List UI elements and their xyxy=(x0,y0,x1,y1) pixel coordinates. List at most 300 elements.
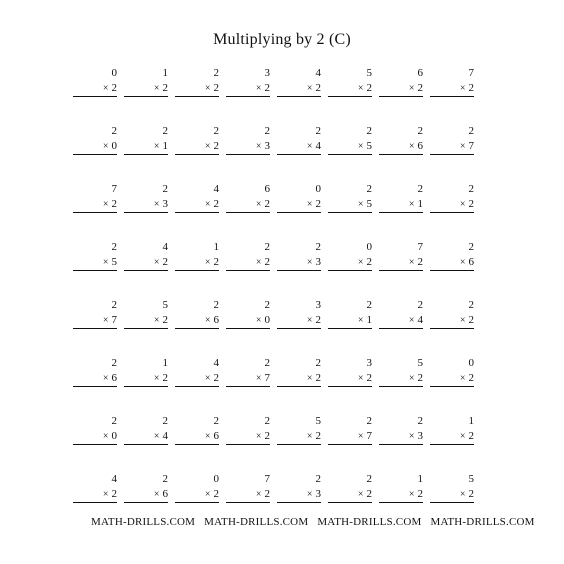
multiplier: 6 xyxy=(213,314,219,326)
multiplier-line xyxy=(226,487,270,503)
multiply-sign: × xyxy=(102,489,109,500)
multiplicand: 6 xyxy=(417,67,423,79)
footer-text: MATH-DRILLS.COM xyxy=(430,516,535,528)
multiplicand: 2 xyxy=(366,473,372,485)
multiplier: 2 xyxy=(315,82,321,94)
multiplicand: 2 xyxy=(417,125,423,137)
multiplicand: 2 xyxy=(366,299,372,311)
multiplicand: 1 xyxy=(213,241,219,253)
multiplier-line xyxy=(430,197,474,213)
multiplicand: 2 xyxy=(162,125,168,137)
multiply-sign: × xyxy=(255,489,262,500)
problem xyxy=(226,356,270,387)
multiplier: 2 xyxy=(366,82,372,94)
multiplier: 2 xyxy=(162,82,168,94)
problem xyxy=(175,240,219,271)
multiply-sign: × xyxy=(204,373,211,384)
multiplicand: 2 xyxy=(111,415,117,427)
multiplicand: 2 xyxy=(315,473,321,485)
multiplier-line xyxy=(430,429,474,445)
problem xyxy=(430,298,474,329)
multiplicand: 4 xyxy=(111,473,117,485)
multiplier-line xyxy=(379,429,423,445)
problem xyxy=(379,240,423,271)
multiplier: 2 xyxy=(162,256,168,268)
multiply-sign: × xyxy=(459,489,466,500)
multiply-sign: × xyxy=(408,257,415,268)
multiplier: 2 xyxy=(468,372,474,384)
multiplier: 2 xyxy=(264,82,270,94)
multiplicand: 7 xyxy=(468,67,474,79)
multiplicand: 0 xyxy=(213,473,219,485)
multiplier-line xyxy=(379,313,423,329)
multiplicand: 2 xyxy=(213,415,219,427)
problem xyxy=(328,356,372,387)
multiply-sign: × xyxy=(357,373,364,384)
multiplicand: 3 xyxy=(366,357,372,369)
multiplicand: 4 xyxy=(315,67,321,79)
multiplier-line xyxy=(226,139,270,155)
multiplier-line xyxy=(226,429,270,445)
problem xyxy=(73,66,117,97)
multiplicand: 2 xyxy=(468,183,474,195)
multiplicand: 2 xyxy=(417,183,423,195)
multiplicand: 2 xyxy=(162,473,168,485)
multiplicand: 3 xyxy=(315,299,321,311)
problem xyxy=(73,182,117,213)
multiplier: 2 xyxy=(162,372,168,384)
multiplier-line xyxy=(175,429,219,445)
multiplicand: 2 xyxy=(213,299,219,311)
multiplier: 3 xyxy=(264,140,270,152)
multiplier-line xyxy=(328,255,372,271)
multiplier: 2 xyxy=(366,488,372,500)
multiplicand: 2 xyxy=(417,415,423,427)
multiply-sign: × xyxy=(459,83,466,94)
multiply-sign: × xyxy=(306,489,313,500)
problem xyxy=(328,124,372,155)
multiplicand: 2 xyxy=(111,299,117,311)
multiplier: 2 xyxy=(162,314,168,326)
multiply-sign: × xyxy=(204,83,211,94)
multiply-sign: × xyxy=(255,315,262,326)
problem xyxy=(430,66,474,97)
multiplicand: 6 xyxy=(264,183,270,195)
multiply-sign: × xyxy=(153,373,160,384)
multiply-sign: × xyxy=(357,83,364,94)
multiplier: 6 xyxy=(162,488,168,500)
multiplier-line xyxy=(226,81,270,97)
multiplier-line xyxy=(124,487,168,503)
multiply-sign: × xyxy=(306,257,313,268)
problem xyxy=(379,182,423,213)
multiply-sign: × xyxy=(102,83,109,94)
problem xyxy=(328,472,372,503)
multiplier-line xyxy=(277,255,321,271)
multiplicand: 2 xyxy=(315,125,321,137)
problem xyxy=(430,414,474,445)
multiply-sign: × xyxy=(102,199,109,210)
multiplier-line xyxy=(73,313,117,329)
problem xyxy=(124,356,168,387)
multiplier-line xyxy=(328,487,372,503)
multiplier: 2 xyxy=(315,314,321,326)
multiplier-line xyxy=(73,429,117,445)
multiplicand: 2 xyxy=(111,241,117,253)
multiplicand: 5 xyxy=(162,299,168,311)
multiply-sign: × xyxy=(408,141,415,152)
multiplicand: 7 xyxy=(417,241,423,253)
multiply-sign: × xyxy=(153,315,160,326)
multiplier-line xyxy=(430,81,474,97)
multiplicand: 1 xyxy=(162,357,168,369)
multiplier: 2 xyxy=(213,198,219,210)
multiplicand: 2 xyxy=(366,125,372,137)
multiplicand: 2 xyxy=(264,415,270,427)
multiplier: 0 xyxy=(111,140,117,152)
multiplicand: 4 xyxy=(162,241,168,253)
multiplier: 6 xyxy=(111,372,117,384)
multiply-sign: × xyxy=(357,315,364,326)
multiplier-line xyxy=(73,255,117,271)
problem xyxy=(73,472,117,503)
multiplier-line xyxy=(175,313,219,329)
problem xyxy=(328,240,372,271)
problem xyxy=(277,240,321,271)
multiplier: 2 xyxy=(366,256,372,268)
multiply-sign: × xyxy=(204,431,211,442)
problem xyxy=(175,356,219,387)
problem xyxy=(226,124,270,155)
multiply-sign: × xyxy=(357,257,364,268)
multiplier-line xyxy=(175,255,219,271)
multiply-sign: × xyxy=(204,489,211,500)
multiplier-line xyxy=(277,139,321,155)
multiplier: 2 xyxy=(213,488,219,500)
multiplier: 2 xyxy=(264,256,270,268)
multiplier: 0 xyxy=(264,314,270,326)
multiplier-line xyxy=(226,313,270,329)
multiplicand: 2 xyxy=(111,125,117,137)
problem xyxy=(430,472,474,503)
multiply-sign: × xyxy=(255,431,262,442)
problem xyxy=(226,182,270,213)
multiplier: 2 xyxy=(417,488,423,500)
problem xyxy=(226,298,270,329)
multiplier: 2 xyxy=(264,488,270,500)
multiplier-line xyxy=(430,371,474,387)
multiplier: 5 xyxy=(366,198,372,210)
multiplier: 3 xyxy=(162,198,168,210)
multiplier: 4 xyxy=(417,314,423,326)
multiplier: 3 xyxy=(417,430,423,442)
problem xyxy=(175,66,219,97)
multiplier: 2 xyxy=(315,198,321,210)
multiply-sign: × xyxy=(408,83,415,94)
multiplier: 2 xyxy=(468,198,474,210)
multiplier-line xyxy=(277,429,321,445)
multiplier: 2 xyxy=(111,82,117,94)
problem xyxy=(226,414,270,445)
multiply-sign: × xyxy=(102,373,109,384)
multiplier-line xyxy=(226,255,270,271)
problem xyxy=(175,182,219,213)
multiplicand: 2 xyxy=(366,415,372,427)
multiplier-line xyxy=(379,255,423,271)
multiplier: 2 xyxy=(315,430,321,442)
multiplier-line xyxy=(328,139,372,155)
multiply-sign: × xyxy=(306,199,313,210)
multiplier: 7 xyxy=(111,314,117,326)
multiplier: 7 xyxy=(264,372,270,384)
problem xyxy=(73,356,117,387)
problem xyxy=(73,298,117,329)
multiplier: 2 xyxy=(264,430,270,442)
multiplier-line xyxy=(175,371,219,387)
footer-text: MATH-DRILLS.COM xyxy=(204,516,309,528)
multiply-sign: × xyxy=(357,199,364,210)
multiplier: 1 xyxy=(417,198,423,210)
multiplier-line xyxy=(379,371,423,387)
multiplier-line xyxy=(430,487,474,503)
problem xyxy=(379,414,423,445)
multiplier: 2 xyxy=(213,140,219,152)
multiplier: 2 xyxy=(366,372,372,384)
multiplicand: 2 xyxy=(468,241,474,253)
multiplier: 2 xyxy=(468,488,474,500)
multiplicand: 2 xyxy=(468,299,474,311)
multiply-sign: × xyxy=(459,315,466,326)
multiply-sign: × xyxy=(459,373,466,384)
multiplier: 2 xyxy=(468,430,474,442)
problem xyxy=(328,298,372,329)
problem xyxy=(430,124,474,155)
problem xyxy=(124,240,168,271)
multiply-sign: × xyxy=(255,199,262,210)
multiplicand: 2 xyxy=(315,357,321,369)
multiplier: 2 xyxy=(417,256,423,268)
problem xyxy=(277,66,321,97)
multiplicand: 5 xyxy=(315,415,321,427)
multiplier-line xyxy=(277,371,321,387)
multiply-sign: × xyxy=(204,141,211,152)
multiplier-line xyxy=(430,255,474,271)
multiplier: 2 xyxy=(264,198,270,210)
multiplier-line xyxy=(277,81,321,97)
multiplier: 2 xyxy=(468,82,474,94)
multiplier: 2 xyxy=(111,198,117,210)
multiply-sign: × xyxy=(102,257,109,268)
multiplier: 0 xyxy=(111,430,117,442)
multiply-sign: × xyxy=(459,257,466,268)
multiply-sign: × xyxy=(357,431,364,442)
multiplier-line xyxy=(175,487,219,503)
multiply-sign: × xyxy=(306,141,313,152)
multiplier-line xyxy=(328,81,372,97)
problem-grid xyxy=(0,62,564,500)
multiplicand: 1 xyxy=(417,473,423,485)
multiplier: 2 xyxy=(315,372,321,384)
problem xyxy=(277,472,321,503)
footer-text: MATH-DRILLS.COM xyxy=(317,516,422,528)
multiply-sign: × xyxy=(255,83,262,94)
multiplier-line xyxy=(124,81,168,97)
problem xyxy=(328,66,372,97)
multiply-sign: × xyxy=(255,373,262,384)
multiplicand: 0 xyxy=(366,241,372,253)
problem xyxy=(277,124,321,155)
multiply-sign: × xyxy=(408,373,415,384)
multiplicand: 2 xyxy=(213,67,219,79)
problem xyxy=(430,182,474,213)
multiply-sign: × xyxy=(408,315,415,326)
multiplier: 1 xyxy=(162,140,168,152)
footer-text: MATH-DRILLS.COM xyxy=(91,516,196,528)
problem xyxy=(430,240,474,271)
multiplicand: 4 xyxy=(213,183,219,195)
multiplier-line xyxy=(379,487,423,503)
multiply-sign: × xyxy=(408,431,415,442)
problem xyxy=(226,472,270,503)
multiply-sign: × xyxy=(408,489,415,500)
multiplier-line xyxy=(328,197,372,213)
multiply-sign: × xyxy=(102,315,109,326)
multiply-sign: × xyxy=(357,141,364,152)
multiplier: 6 xyxy=(468,256,474,268)
multiply-sign: × xyxy=(204,315,211,326)
multiplier: 5 xyxy=(111,256,117,268)
multiplicand: 5 xyxy=(366,67,372,79)
multiplier: 7 xyxy=(468,140,474,152)
multiply-sign: × xyxy=(153,141,160,152)
multiply-sign: × xyxy=(153,431,160,442)
multiplier: 5 xyxy=(366,140,372,152)
multiplicand: 2 xyxy=(417,299,423,311)
multiplicand: 2 xyxy=(366,183,372,195)
problem xyxy=(73,124,117,155)
multiply-sign: × xyxy=(255,141,262,152)
multiplicand: 2 xyxy=(264,241,270,253)
multiplier-line xyxy=(124,139,168,155)
multiply-sign: × xyxy=(204,199,211,210)
multiplier: 2 xyxy=(213,256,219,268)
multiplier-line xyxy=(379,197,423,213)
multiplier-line xyxy=(73,487,117,503)
multiplier: 6 xyxy=(417,140,423,152)
multiplier-line xyxy=(277,197,321,213)
multiplier: 2 xyxy=(417,372,423,384)
multiply-sign: × xyxy=(459,431,466,442)
multiply-sign: × xyxy=(153,257,160,268)
multiplier-line xyxy=(277,313,321,329)
footer-watermark xyxy=(91,516,535,532)
multiplicand: 0 xyxy=(468,357,474,369)
problem xyxy=(226,240,270,271)
multiplier: 2 xyxy=(111,488,117,500)
multiplier-line xyxy=(328,313,372,329)
problem xyxy=(175,414,219,445)
multiplier: 6 xyxy=(213,430,219,442)
multiplicand: 7 xyxy=(264,473,270,485)
problem xyxy=(73,240,117,271)
problem xyxy=(328,414,372,445)
problem xyxy=(73,414,117,445)
multiplier-line xyxy=(73,197,117,213)
multiplier-line xyxy=(175,81,219,97)
multiplicand: 2 xyxy=(315,241,321,253)
multiplicand: 2 xyxy=(468,125,474,137)
multiplier: 3 xyxy=(315,488,321,500)
multiply-sign: × xyxy=(102,431,109,442)
multiplier: 3 xyxy=(315,256,321,268)
problem xyxy=(277,298,321,329)
problem xyxy=(124,414,168,445)
problem xyxy=(226,66,270,97)
multiplier-line xyxy=(430,139,474,155)
multiply-sign: × xyxy=(459,199,466,210)
multiply-sign: × xyxy=(408,199,415,210)
multiplier-line xyxy=(124,197,168,213)
worksheet-title: Multiplying by 2 (C) xyxy=(213,31,351,48)
multiplier-line xyxy=(73,371,117,387)
multiplier-line xyxy=(73,139,117,155)
multiplier: 1 xyxy=(366,314,372,326)
multiplicand: 2 xyxy=(264,125,270,137)
multiplier-line xyxy=(73,81,117,97)
problem xyxy=(379,66,423,97)
multiplier: 4 xyxy=(315,140,321,152)
multiplier-line xyxy=(277,487,321,503)
multiplier-line xyxy=(124,255,168,271)
problem xyxy=(124,298,168,329)
multiplier-line xyxy=(124,429,168,445)
multiplicand: 2 xyxy=(162,183,168,195)
multiply-sign: × xyxy=(306,373,313,384)
multiply-sign: × xyxy=(153,199,160,210)
multiplicand: 2 xyxy=(213,125,219,137)
multiplicand: 1 xyxy=(468,415,474,427)
problem xyxy=(379,124,423,155)
multiply-sign: × xyxy=(459,141,466,152)
multiplier: 7 xyxy=(366,430,372,442)
multiplier-line xyxy=(124,313,168,329)
problem xyxy=(379,472,423,503)
multiplicand: 5 xyxy=(417,357,423,369)
multiplier-line xyxy=(430,313,474,329)
multiplicand: 7 xyxy=(111,183,117,195)
problem xyxy=(175,298,219,329)
multiplier-line xyxy=(328,371,372,387)
problem xyxy=(277,182,321,213)
multiplier: 2 xyxy=(468,314,474,326)
problem xyxy=(430,356,474,387)
multiplier: 2 xyxy=(417,82,423,94)
multiplier-line xyxy=(328,429,372,445)
multiplier-line xyxy=(175,139,219,155)
multiplicand: 5 xyxy=(468,473,474,485)
problem xyxy=(124,66,168,97)
multiply-sign: × xyxy=(306,431,313,442)
multiplicand: 3 xyxy=(264,67,270,79)
multiplicand: 0 xyxy=(315,183,321,195)
problem xyxy=(277,414,321,445)
problem xyxy=(124,124,168,155)
multiplicand: 2 xyxy=(162,415,168,427)
multiplier-line xyxy=(379,139,423,155)
multiplier-line xyxy=(226,197,270,213)
multiply-sign: × xyxy=(306,315,313,326)
multiply-sign: × xyxy=(306,83,313,94)
